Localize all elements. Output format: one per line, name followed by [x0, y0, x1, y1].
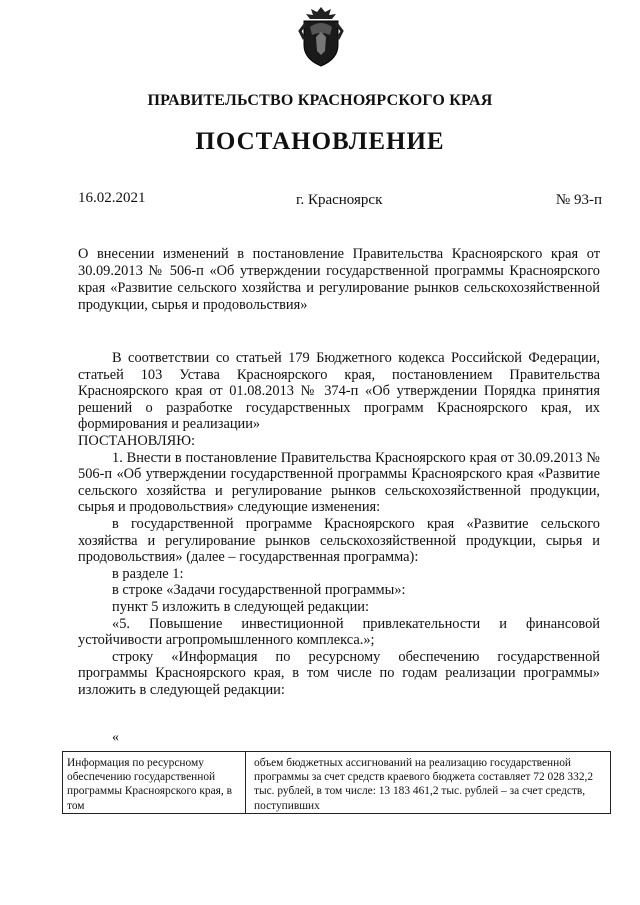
row-tasks-paragraph: в строке «Задачи государственной программы»:	[112, 582, 406, 599]
program-changes-paragraph: в государственной программе Красноярского края «Развитие сельского хозяйства и регулирование рынков сельскохозяйственной продукции, сырья и продовольствия» (далее – государственная программа):	[78, 515, 600, 566]
document-number: № 93-п	[555, 192, 602, 208]
document-type-title: ПОСТАНОВЛЕНИЕ	[195, 128, 445, 155]
resolve-paragraph: ПОСТАНОВЛЯЮ:	[78, 432, 196, 449]
opening-quote: «	[112, 730, 119, 745]
table-value-cell: объем бюджетных ассигнований на реализацию государственной программы за счет средств краевого бюджета составляет 72 028 332,2 тыс. рублей, в том числе: 13 183 461,2 тыс. рублей – за счет средств, поступивших	[246, 752, 611, 814]
resource-info-table	[62, 751, 611, 814]
section-paragraph: в разделе 1:	[112, 565, 184, 582]
table-label-cell: Информация по ресурсному обеспечению государственной программы Красноярского края, в том	[63, 752, 246, 814]
organization-title: ПРАВИТЕЛЬСТВО КРАСНОЯРСКОГО КРАЯ	[147, 92, 493, 109]
item-5-text-paragraph: «5. Повышение инвестиционной привлекательности и финансовой устойчивости агропромышленного комплекса.»;	[78, 615, 600, 649]
table-row	[63, 752, 611, 814]
resource-row-paragraph: строку «Информация по ресурсному обеспечению государственной программы Красноярского края, в том числе по годам реализации программы» изложить в следующей редакции:	[78, 648, 600, 698]
document-city: г. Красноярск	[296, 192, 383, 208]
item-5-paragraph: пункт 5 изложить в следующей редакции:	[112, 598, 369, 615]
clause-1-paragraph: 1. Внести в постановление Правительства Красноярского края от 30.09.2013 № 506-п «Об утверждении государственной программы Красноярского края «Развитие сельского хозяйства и регулирование рынков сельскохозяйственной продукции, сырья и продовольствия» следующие изменения:	[78, 449, 600, 516]
document-subject: О внесении изменений в постановление Правительства Красноярского края от 30.09.2013 № 506-п «Об утверждении государственной программы Красноярского края «Развитие сельского хозяйства и регулирование рынков сельскохозяйственной продукции, сырья и продовольствия»	[78, 246, 600, 313]
preamble-paragraph: В соответствии со статьей 179 Бюджетного кодекса Российской Федерации, статьей 103 Устава Красноярского края, постановлением Правительства Красноярского края от 01.08.2013 № 374-п «Об утверждении Порядка принятия решений о разработке государственных программ Красноярского края, их формирования и реализации»	[78, 350, 600, 433]
document-date: 16.02.2021	[78, 190, 146, 206]
coat-of-arms-icon	[298, 5, 344, 69]
document-body	[78, 350, 600, 698]
